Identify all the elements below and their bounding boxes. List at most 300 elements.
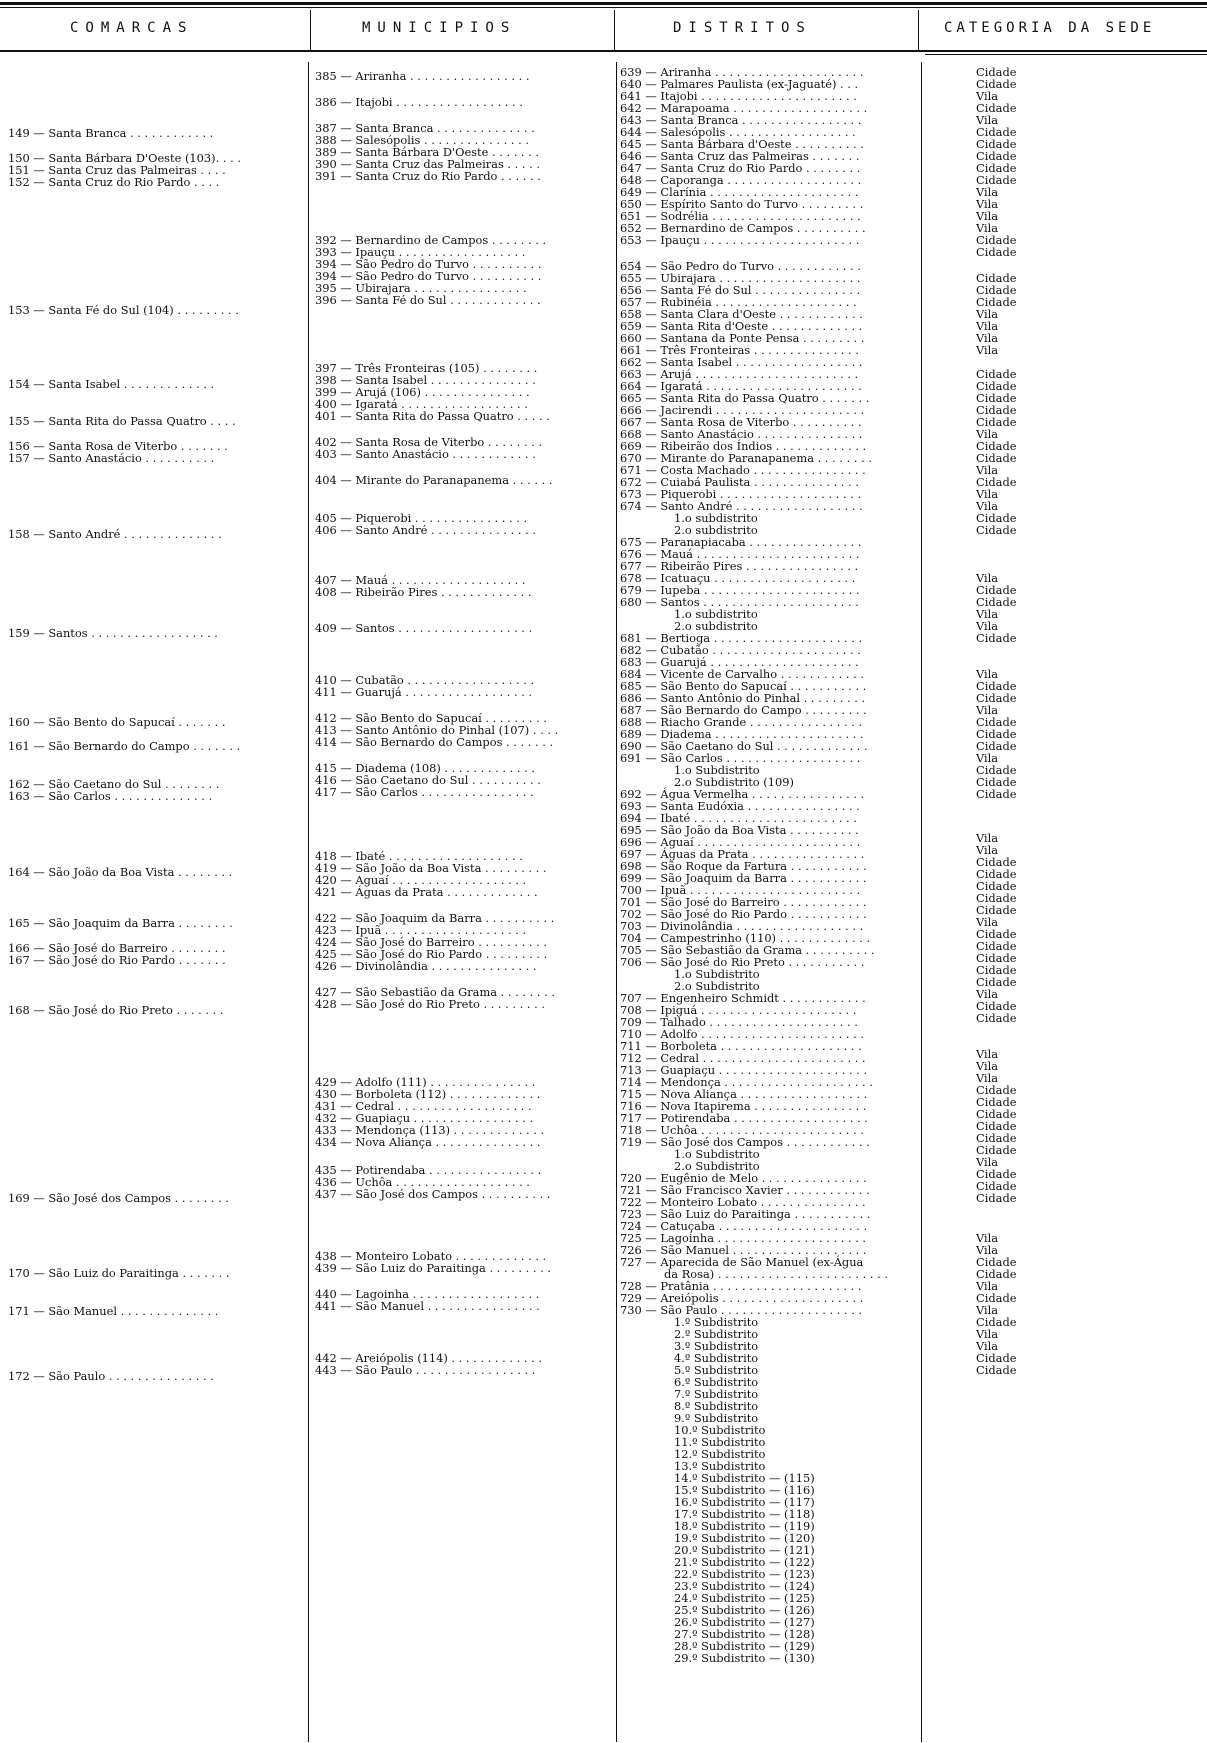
comarca-row: 156 — Santa Rosa de Viterbo . . . . . . .	[8, 439, 228, 453]
municipio-row: 409 — Santos . . . . . . . . . . . . . . . . . . .	[315, 621, 533, 635]
municipio-row: 440 — Lagoinha . . . . . . . . . . . . . . . . . .	[315, 1287, 540, 1301]
distrito-row: 641 — Itajobi . . . . . . . . . . . . . . . . . . . . . .	[620, 89, 857, 103]
distrito-row: 715 — Nova Aliança . . . . . . . . . . . . . . . . . .	[620, 1087, 868, 1101]
municipio-row: 389 — Santa Bárbara D'Oeste . . . . . . .	[315, 145, 540, 159]
categoria-cell: Cidade	[976, 763, 1017, 777]
distrito-row: 6.º Subdistrito	[674, 1375, 759, 1389]
categoria-cell: Vila	[976, 703, 999, 717]
distrito-row: 643 — Santa Branca . . . . . . . . . . . . . . . . .	[620, 113, 862, 127]
categoria-cell: Cidade	[976, 1119, 1017, 1133]
municipio-row: 419 — São João da Boa Vista . . . . . . . . .	[315, 861, 547, 875]
distrito-row: 695 — São João da Boa Vista . . . . . . . . . .	[620, 823, 859, 837]
distrito-row: 640 — Palmares Paulista (ex-Jaguaté) . . .	[620, 77, 859, 91]
municipio-row: 390 — Santa Cruz das Palmeiras . . . . .	[315, 157, 541, 171]
municipio-row: 426 — Divinolândia . . . . . . . . . . . . . . .	[315, 959, 537, 973]
municipio-row: 388 — Salesópolis . . . . . . . . . . . . . . .	[315, 133, 529, 147]
distrito-row: 698 — São Roque da Fartura . . . . . . . . . . .	[620, 859, 867, 873]
comarca-row: 163 — São Carlos . . . . . . . . . . . . . .	[8, 789, 213, 803]
municipio-row: 410 — Cubatão . . . . . . . . . . . . . . . . . .	[315, 673, 535, 687]
categoria-cell: Vila	[976, 1243, 999, 1257]
distrito-row: 648 — Caporanga . . . . . . . . . . . . . . . . . . .	[620, 173, 862, 187]
categoria-cell: Vila	[976, 185, 999, 199]
categoria-cell: Vila	[976, 607, 999, 621]
categoria-cell: Cidade	[976, 391, 1017, 405]
municipio-row: 418 — Ibaté . . . . . . . . . . . . . . . . . . .	[315, 849, 523, 863]
categoria-cell: Vila	[976, 831, 999, 845]
distrito-row: 680 — Santos . . . . . . . . . . . . . . . . . . . . . .	[620, 595, 859, 609]
categoria-cell: Vila	[976, 1327, 999, 1341]
distrito-row: 1.o Subdistrito	[674, 967, 760, 981]
distrito-row: 707 — Engenheiro Schmidt . . . . . . . . . . . .	[620, 991, 866, 1005]
municipio-row: 432 — Guapiaçu . . . . . . . . . . . . . . . . .	[315, 1111, 534, 1125]
distrito-row: 708 — Ipiguá . . . . . . . . . . . . . . . . . . . . . .	[620, 1003, 857, 1017]
distrito-row: 7.º Subdistrito	[674, 1387, 759, 1401]
categoria-cell: Cidade	[976, 1143, 1017, 1157]
distrito-row: 694 — Ibaté . . . . . . . . . . . . . . . . . . . . . . .	[620, 811, 857, 825]
municipio-row: 417 — São Carlos . . . . . . . . . . . . . . . .	[315, 785, 534, 799]
municipio-row: 400 — Igaratá . . . . . . . . . . . . . . . . . .	[315, 397, 528, 411]
distrito-row: 2.o subdistrito	[674, 523, 758, 537]
municipio-row: 405 — Piquerobi . . . . . . . . . . . . . . . .	[315, 511, 528, 525]
categoria-cell: Cidade	[976, 975, 1017, 989]
distrito-row: 21.º Subdistrito — (122)	[674, 1555, 815, 1569]
distrito-row: 704 — Campestrinho (110) . . . . . . . . . . . . .	[620, 931, 871, 945]
distrito-row: 724 — Catuçaba . . . . . . . . . . . . . . . . . . . . .	[620, 1219, 868, 1233]
categoria-cell: Cidade	[976, 149, 1017, 163]
categoria-cell: Cidade	[976, 1267, 1017, 1281]
distrito-row: 22.º Subdistrito — (123)	[674, 1567, 815, 1581]
distrito-row: 1.o subdistrito	[674, 607, 758, 621]
categoria-cell: Vila	[976, 89, 999, 103]
distrito-row: 720 — Eugênio de Melo . . . . . . . . . . . . . . .	[620, 1171, 867, 1185]
distrito-row: 28.º Subdistrito — (129)	[674, 1639, 815, 1653]
municipio-row: 399 — Arujá (106) . . . . . . . . . . . . . . .	[315, 385, 530, 399]
categoria-cell: Vila	[976, 1303, 999, 1317]
municipio-row: 394 — São Pedro do Turvo . . . . . . . . . .	[315, 269, 542, 283]
comarca-row: 155 — Santa Rita do Passa Quatro . . . .	[8, 414, 236, 428]
categoria-cell: Cidade	[976, 939, 1017, 953]
municipio-row: 431 — Cedral . . . . . . . . . . . . . . . . . . .	[315, 1099, 532, 1113]
categoria-cell: Vila	[976, 1339, 999, 1353]
categoria-cell: Cidade	[976, 137, 1017, 151]
comarca-row: 168 — São José do Rio Preto . . . . . . .	[8, 1003, 224, 1017]
categoria-cell: Cidade	[976, 271, 1017, 285]
distrito-row: 681 — Bertioga . . . . . . . . . . . . . . . . . . . . .	[620, 631, 863, 645]
distrito-row: 682 — Cubatão . . . . . . . . . . . . . . . . . . . . .	[620, 643, 861, 657]
distrito-row: 25.º Subdistrito — (126)	[674, 1603, 815, 1617]
distrito-row: 27.º Subdistrito — (128)	[674, 1627, 815, 1641]
categoria-cell: Vila	[976, 843, 999, 857]
municipio-row: 415 — Diadema (108) . . . . . . . . . . . . .	[315, 761, 535, 775]
comarca-row: 153 — Santa Fé do Sul (104) . . . . . . . . .	[8, 303, 239, 317]
municipio-row: 395 — Ubirajara . . . . . . . . . . . . . . . .	[315, 281, 527, 295]
categoria-cell: Cidade	[976, 691, 1017, 705]
distrito-row: 713 — Guapiaçu . . . . . . . . . . . . . . . . . . . . .	[620, 1063, 868, 1077]
distrito-row: 677 — Ribeirão Pires . . . . . . . . . . . . . . . .	[620, 559, 859, 573]
distrito-row: 1.º Subdistrito	[674, 1315, 759, 1329]
categoria-cell: Cidade	[976, 125, 1017, 139]
municipio-row: 398 — Santa Isabel . . . . . . . . . . . . . . .	[315, 373, 536, 387]
distrito-row: 667 — Santa Rosa de Viterbo . . . . . . . . . .	[620, 415, 862, 429]
distrito-row: 2.º Subdistrito	[674, 1327, 759, 1341]
categoria-cell: Cidade	[976, 879, 1017, 893]
header-rule-right	[925, 54, 1207, 55]
categoria-cell: Cidade	[976, 101, 1017, 115]
distrito-row: 727 — Aparecida de São Manuel (ex-Água	[620, 1255, 864, 1269]
distrito-row: 672 — Cuiabá Paulista . . . . . . . . . . . . . . .	[620, 475, 859, 489]
distrito-row: 696 — Aguaí . . . . . . . . . . . . . . . . . . . . . . .	[620, 835, 861, 849]
municipio-row: 429 — Adolfo (111) . . . . . . . . . . . . . . .	[315, 1075, 536, 1089]
categoria-cell: Vila	[976, 1155, 999, 1169]
distrito-row: 1.o Subdistrito	[674, 763, 760, 777]
categoria-cell: Cidade	[976, 1363, 1017, 1377]
categoria-cell: Vila	[976, 197, 999, 211]
distrito-row: 714 — Mendonça . . . . . . . . . . . . . . . . . . . . .	[620, 1075, 873, 1089]
categoria-cell: Vila	[976, 751, 999, 765]
distrito-row: 718 — Uchôa . . . . . . . . . . . . . . . . . . . . . . .	[620, 1123, 864, 1137]
comarca-row: 169 — São José dos Campos . . . . . . . .	[8, 1191, 229, 1205]
comarca-row: 162 — São Caetano do Sul . . . . . . . .	[8, 777, 220, 791]
distrito-row: 716 — Nova Itapirema . . . . . . . . . . . . . . . .	[620, 1099, 867, 1113]
header-divider-3	[918, 10, 919, 50]
categoria-cell: Vila	[976, 307, 999, 321]
categoria-cell: Cidade	[976, 855, 1017, 869]
distrito-row: 692 — Água Vermelha . . . . . . . . . . . . . . . .	[620, 787, 865, 801]
categoria-cell: Cidade	[976, 1255, 1017, 1269]
categoria-cell: Vila	[976, 571, 999, 585]
distrito-row: 646 — Santa Cruz das Palmeiras . . . . . . .	[620, 149, 860, 163]
table-header	[0, 8, 1207, 46]
distrito-row: 710 — Adolfo . . . . . . . . . . . . . . . . . . . . . . .	[620, 1027, 865, 1041]
distrito-row: 675 — Paranapiacaba . . . . . . . . . . . . . . . .	[620, 535, 862, 549]
distrito-row: 729 — Areiópolis . . . . . . . . . . . . . . . . . . . .	[620, 1291, 864, 1305]
categoria-cell: Vila	[976, 499, 999, 513]
categoria-cell: Cidade	[976, 963, 1017, 977]
distrito-row: 661 — Três Fronteiras . . . . . . . . . . . . . . .	[620, 343, 859, 357]
municipio-row: 428 — São José do Rio Preto . . . . . . . . .	[315, 997, 546, 1011]
distrito-row: 5.º Subdistrito	[674, 1363, 759, 1377]
distrito-row: 16.º Subdistrito — (117)	[674, 1495, 815, 1509]
municipio-row: 404 — Mirante do Paranapanema . . . . . .	[315, 473, 553, 487]
distrito-row: 14.º Subdistrito — (115)	[674, 1471, 815, 1485]
categoria-cell: Cidade	[976, 415, 1017, 429]
categoria-cell: Cidade	[976, 739, 1017, 753]
categoria-cell: Cidade	[976, 787, 1017, 801]
comarca-row: 172 — São Paulo . . . . . . . . . . . . . . .	[8, 1369, 214, 1383]
distrito-row: 24.º Subdistrito — (125)	[674, 1591, 815, 1605]
municipio-row: 397 — Três Fronteiras (105) . . . . . . . .	[315, 361, 538, 375]
distrito-row: 671 — Costa Machado . . . . . . . . . . . . . . . .	[620, 463, 866, 477]
distrito-row: 679 — Iupeba . . . . . . . . . . . . . . . . . . . . . .	[620, 583, 860, 597]
categoria-cell: Cidade	[976, 367, 1017, 381]
categoria-cell: Vila	[976, 667, 999, 681]
distrito-row: 18.º Subdistrito — (119)	[674, 1519, 815, 1533]
categoria-cell: Cidade	[976, 77, 1017, 91]
comarca-row: 159 — Santos . . . . . . . . . . . . . . . . . .	[8, 626, 218, 640]
categoria-cell: Cidade	[976, 775, 1017, 789]
municipio-row: 394 — São Pedro do Turvo . . . . . . . . . .	[315, 257, 542, 271]
municipio-row: 416 — São Caetano do Sul . . . . . . . . . .	[315, 773, 541, 787]
municipio-row: 403 — Santo Anastácio . . . . . . . . . . . .	[315, 447, 536, 461]
distrito-row: 662 — Santa Isabel . . . . . . . . . . . . . . . . . .	[620, 355, 863, 369]
distrito-row: 651 — Sodrélia . . . . . . . . . . . . . . . . . . . . .	[620, 209, 861, 223]
municipio-row: 420 — Aguaí . . . . . . . . . . . . . . . . . . .	[315, 873, 527, 887]
comarca-row: 161 — São Bernardo do Campo . . . . . . .	[8, 739, 241, 753]
municipio-row: 396 — Santa Fé do Sul . . . . . . . . . . . . .	[315, 293, 541, 307]
municipio-row: 393 — Ipauçu . . . . . . . . . . . . . . . . . .	[315, 245, 526, 259]
municipio-row: 422 — São Joaquim da Barra . . . . . . . . . .	[315, 911, 555, 925]
categoria-cell: Cidade	[976, 1351, 1017, 1365]
categoria-cell: Cidade	[976, 951, 1017, 965]
distrito-row: 2.o Subdistrito	[674, 1159, 760, 1173]
municipio-row: 411 — Guarujá . . . . . . . . . . . . . . . . . .	[315, 685, 533, 699]
municipio-row: 408 — Ribeirão Pires . . . . . . . . . . . . .	[315, 585, 532, 599]
comarca-row: 158 — Santo André . . . . . . . . . . . . . .	[8, 527, 222, 541]
distrito-row: 3.º Subdistrito	[674, 1339, 759, 1353]
distrito-row: 721 — São Francisco Xavier . . . . . . . . . . . .	[620, 1183, 870, 1197]
distrito-row: 654 — São Pedro do Turvo . . . . . . . . . . . .	[620, 259, 861, 273]
comarca-row: 171 — São Manuel . . . . . . . . . . . . . .	[8, 1304, 219, 1318]
distrito-row: 17.º Subdistrito — (118)	[674, 1507, 815, 1521]
categoria-cell: Cidade	[976, 233, 1017, 247]
categoria-cell: Cidade	[976, 867, 1017, 881]
categoria-cell: Vila	[976, 319, 999, 333]
municipio-row: 434 — Nova Aliança . . . . . . . . . . . . . . .	[315, 1135, 541, 1149]
distrito-row: 12.º Subdistrito	[674, 1447, 766, 1461]
municipio-row: 425 — São José do Rio Pardo . . . . . . . . .	[315, 947, 548, 961]
distrito-row: 639 — Ariranha . . . . . . . . . . . . . . . . . . . . .	[620, 65, 864, 79]
comarca-row: 154 — Santa Isabel . . . . . . . . . . . . .	[8, 377, 215, 391]
header-divider-2	[614, 10, 615, 50]
categoria-cell: Cidade	[976, 1131, 1017, 1145]
categoria-cell: Vila	[976, 331, 999, 345]
column-divider-1	[308, 62, 309, 1742]
distrito-row: 687 — São Bernardo do Campo . . . . . . . . .	[620, 703, 867, 717]
distrito-row: 705 — São Sebastião da Grama . . . . . . . . . .	[620, 943, 875, 957]
distrito-row: 652 — Bernardino de Campos . . . . . . . . . .	[620, 221, 866, 235]
distrito-row: 703 — Divinolândia . . . . . . . . . . . . . . . . . .	[620, 919, 864, 933]
categoria-cell: Cidade	[976, 295, 1017, 309]
categoria-cell: Cidade	[976, 1095, 1017, 1109]
top-rule	[0, 2, 1207, 5]
distrito-row: 655 — Ubirajara . . . . . . . . . . . . . . . . . . . .	[620, 271, 861, 285]
distrito-row: 663 — Arujá . . . . . . . . . . . . . . . . . . . . . . .	[620, 367, 859, 381]
distrito-row: 2.o Subdistrito (109)	[674, 775, 794, 789]
distrito-row: 706 — São José do Rio Preto . . . . . . . . . . .	[620, 955, 865, 969]
comarca-row: 151 — Santa Cruz das Palmeiras . . . .	[8, 163, 226, 177]
categoria-cell: Cidade	[976, 999, 1017, 1013]
distrito-row: 645 — Santa Bárbara d'Oeste . . . . . . . . . .	[620, 137, 864, 151]
distrito-row: 4.º Subdistrito	[674, 1351, 759, 1365]
distrito-row: 717 — Potirendaba . . . . . . . . . . . . . . . . . . .	[620, 1111, 868, 1125]
municipio-row: 442 — Areiópolis (114) . . . . . . . . . . . . .	[315, 1351, 542, 1365]
comarca-row: 157 — Santo Anastácio . . . . . . . . . .	[8, 451, 215, 465]
distrito-row: 26.º Subdistrito — (127)	[674, 1615, 815, 1629]
categoria-cell: Cidade	[976, 475, 1017, 489]
distrito-row: 29.º Subdistrito — (130)	[674, 1651, 815, 1665]
distrito-row: 689 — Diadema . . . . . . . . . . . . . . . . . . . . .	[620, 727, 864, 741]
municipio-row: 391 — Santa Cruz do Rio Pardo . . . . . .	[315, 169, 541, 183]
comarca-row: 150 — Santa Bárbara D'Oeste (103). . . .	[8, 151, 241, 165]
distrito-row: 702 — São José do Rio Pardo . . . . . . . . . . .	[620, 907, 867, 921]
header-municipios: MUNICIPIOS	[362, 20, 517, 36]
distrito-row: 666 — Jacirendi . . . . . . . . . . . . . . . . . . . . .	[620, 403, 865, 417]
municipio-row: 402 — Santa Rosa de Viterbo . . . . . . . .	[315, 435, 543, 449]
column-divider-3	[921, 62, 922, 1742]
comarca-row: 170 — São Luiz do Paraitinga . . . . . . .	[8, 1266, 230, 1280]
distrito-row: 683 — Guarujá . . . . . . . . . . . . . . . . . . . . .	[620, 655, 859, 669]
categoria-cell: Cidade	[976, 173, 1017, 187]
municipio-row: 387 — Santa Branca . . . . . . . . . . . . . .	[315, 121, 535, 135]
distrito-row: 642 — Marapoama . . . . . . . . . . . . . . . . . . .	[620, 101, 868, 115]
distrito-row: 711 — Borboleta . . . . . . . . . . . . . . . . . . . .	[620, 1039, 862, 1053]
distrito-row: 693 — Santa Eudóxia . . . . . . . . . . . . . . . .	[620, 799, 860, 813]
distrito-row: 700 — Ipuã . . . . . . . . . . . . . . . . . . . . . . . .	[620, 883, 861, 897]
distrito-row: 659 — Santa Rita d'Oeste . . . . . . . . . . . . .	[620, 319, 863, 333]
header-rule	[0, 50, 1207, 52]
distrito-row: 1.o subdistrito	[674, 511, 758, 525]
categoria-cell: Cidade	[976, 283, 1017, 297]
distrito-row: 726 — São Manuel . . . . . . . . . . . . . . . . . . .	[620, 1243, 867, 1257]
distrito-row: 665 — Santa Rita do Passa Quatro . . . . . . .	[620, 391, 870, 405]
distrito-row: 697 — Águas da Prata . . . . . . . . . . . . . . . .	[620, 847, 865, 861]
categoria-cell: Cidade	[976, 715, 1017, 729]
distrito-row: 674 — Santo André . . . . . . . . . . . . . . . . . .	[620, 499, 863, 513]
categoria-cell: Vila	[976, 1279, 999, 1293]
header-distritos: DISTRITOS	[673, 20, 812, 36]
comarca-row: 149 — Santa Branca . . . . . . . . . . . .	[8, 126, 214, 140]
distrito-row: 686 — Santo Antônio do Pinhal . . . . . . . . .	[620, 691, 866, 705]
municipio-row: 385 — Ariranha . . . . . . . . . . . . . . . . .	[315, 69, 530, 83]
municipio-row: 412 — São Bento do Sapucaí . . . . . . . . .	[315, 711, 547, 725]
comarca-row: 152 — Santa Cruz do Rio Pardo . . . .	[8, 175, 220, 189]
distrito-row: 644 — Salesópolis . . . . . . . . . . . . . . . . . .	[620, 125, 856, 139]
distrito-row: 678 — Icatuaçu . . . . . . . . . . . . . . . . . . . .	[620, 571, 856, 585]
municipio-row: 407 — Mauá . . . . . . . . . . . . . . . . . . .	[315, 573, 526, 587]
categoria-cell: Vila	[976, 1231, 999, 1245]
categoria-cell: Vila	[976, 619, 999, 633]
categoria-cell: Cidade	[976, 1167, 1017, 1181]
distrito-row: 691 — São Carlos . . . . . . . . . . . . . . . . . . .	[620, 751, 861, 765]
municipio-row: 414 — São Bernardo do Campos . . . . . . .	[315, 735, 554, 749]
distrito-row: 10.º Subdistrito	[674, 1423, 766, 1437]
distrito-row: 23.º Subdistrito — (124)	[674, 1579, 815, 1593]
distrito-row: 684 — Vicente de Carvalho . . . . . . . . . . . .	[620, 667, 865, 681]
distrito-row: 2.o subdistrito	[674, 619, 758, 633]
distrito-row: 728 — Pratânia . . . . . . . . . . . . . . . . . . . . .	[620, 1279, 862, 1293]
municipio-row: 386 — Itajobi . . . . . . . . . . . . . . . . . .	[315, 95, 523, 109]
categoria-cell: Cidade	[976, 511, 1017, 525]
municipio-row: 421 — Águas da Prata . . . . . . . . . . . . .	[315, 885, 538, 899]
categoria-cell: Cidade	[976, 631, 1017, 645]
distrito-row: 8.º Subdistrito	[674, 1399, 759, 1413]
distrito-row: 1.o Subdistrito	[674, 1147, 760, 1161]
distrito-row: 725 — Lagoinha . . . . . . . . . . . . . . . . . . . . .	[620, 1231, 867, 1245]
municipio-row: 443 — São Paulo . . . . . . . . . . . . . . . . .	[315, 1363, 536, 1377]
comarca-row: 166 — São José do Barreiro . . . . . . . .	[8, 941, 226, 955]
municipio-row: 436 — Uchôa . . . . . . . . . . . . . . . . . . .	[315, 1175, 530, 1189]
municipio-row: 392 — Bernardino de Campos . . . . . . . .	[315, 233, 547, 247]
categoria-cell: Cidade	[976, 523, 1017, 537]
distrito-row: 712 — Cedral . . . . . . . . . . . . . . . . . . . . . . .	[620, 1051, 866, 1065]
distrito-row: da Rosa) . . . . . . . . . . . . . . . . . . . . . . . .	[664, 1267, 889, 1281]
categoria-cell: Cidade	[976, 583, 1017, 597]
distrito-row: 664 — Igaratá . . . . . . . . . . . . . . . . . . . . . .	[620, 379, 862, 393]
categoria-cell: Cidade	[976, 245, 1017, 259]
categoria-cell: Vila	[976, 487, 999, 501]
distrito-row: 657 — Rubinéia . . . . . . . . . . . . . . . . . . . .	[620, 295, 857, 309]
municipio-row: 430 — Borboleta (112) . . . . . . . . . . . . .	[315, 1087, 541, 1101]
municipio-row: 435 — Potirendaba . . . . . . . . . . . . . . . .	[315, 1163, 542, 1177]
categoria-cell: Cidade	[976, 679, 1017, 693]
distrito-row: 9.º Subdistrito	[674, 1411, 759, 1425]
categoria-cell: Vila	[976, 987, 999, 1001]
categoria-cell: Cidade	[976, 927, 1017, 941]
distrito-row: 11.º Subdistrito	[674, 1435, 766, 1449]
distrito-row: 656 — Santa Fé do Sul . . . . . . . . . . . . . . .	[620, 283, 861, 297]
municipio-row: 437 — São José dos Campos . . . . . . . . . .	[315, 1187, 551, 1201]
distrito-row: 647 — Santa Cruz do Rio Pardo . . . . . . . .	[620, 161, 861, 175]
distrito-row: 650 — Espírito Santo do Turvo . . . . . . . . .	[620, 197, 864, 211]
categoria-cell: Vila	[976, 1059, 999, 1073]
distrito-row: 701 — São José do Barreiro . . . . . . . . . . . .	[620, 895, 867, 909]
distrito-row: 709 — Talhado . . . . . . . . . . . . . . . . . . . . .	[620, 1015, 858, 1029]
categoria-cell: Cidade	[976, 595, 1017, 609]
distrito-row: 653 — Ipauçu . . . . . . . . . . . . . . . . . . . . . .	[620, 233, 860, 247]
distrito-row: 668 — Santo Anastácio . . . . . . . . . . . . . . .	[620, 427, 863, 441]
municipio-row: 406 — Santo André . . . . . . . . . . . . . . .	[315, 523, 537, 537]
distrito-row: 2.o Subdistrito	[674, 979, 760, 993]
distrito-row: 15.º Subdistrito — (116)	[674, 1483, 815, 1497]
distrito-row: 719 — São José dos Campos . . . . . . . . . . . .	[620, 1135, 870, 1149]
comarca-row: 165 — São Joaquim da Barra . . . . . . . .	[8, 916, 233, 930]
categoria-cell: Cidade	[976, 1315, 1017, 1329]
categoria-cell: Vila	[976, 915, 999, 929]
distrito-row: 670 — Mirante do Paranapanema . . . . . . . .	[620, 451, 872, 465]
comarca-row: 164 — São João da Boa Vista . . . . . . . .	[8, 865, 233, 879]
categoria-cell: Cidade	[976, 1083, 1017, 1097]
categoria-cell: Cidade	[976, 1011, 1017, 1025]
distrito-row: 685 — São Bento do Sapucaí . . . . . . . . . . .	[620, 679, 867, 693]
municipio-row: 433 — Mendonça (113) . . . . . . . . . . . . .	[315, 1123, 545, 1137]
categoria-cell: Vila	[976, 1047, 999, 1061]
categoria-cell: Cidade	[976, 891, 1017, 905]
header-categoria: CATEGORIA DA SEDE	[944, 20, 1156, 36]
categoria-cell: Vila	[976, 221, 999, 235]
municipio-row: 427 — São Sebastião da Grama . . . . . . . .	[315, 985, 555, 999]
categoria-cell: Cidade	[976, 1179, 1017, 1193]
categoria-cell: Cidade	[976, 439, 1017, 453]
header-divider-1	[310, 10, 311, 50]
categoria-cell: Cidade	[976, 1191, 1017, 1205]
distrito-row: 722 — Monteiro Lobato . . . . . . . . . . . . . . .	[620, 1195, 866, 1209]
municipio-row: 441 — São Manuel . . . . . . . . . . . . . . . .	[315, 1299, 540, 1313]
distrito-row: 676 — Mauá . . . . . . . . . . . . . . . . . . . . . . .	[620, 547, 860, 561]
distrito-row: 649 — Clarínia . . . . . . . . . . . . . . . . . . . . .	[620, 185, 859, 199]
categoria-cell: Vila	[976, 113, 999, 127]
categoria-cell: Cidade	[976, 379, 1017, 393]
categoria-cell: Cidade	[976, 161, 1017, 175]
categoria-cell: Cidade	[976, 727, 1017, 741]
header-comarcas: COMARCAS	[70, 20, 194, 36]
municipio-row: 413 — Santo Antônio do Pinhal (107) . . . .	[315, 723, 559, 737]
distrito-row: 13.º Subdistrito	[674, 1459, 766, 1473]
comarca-row: 160 — São Bento do Sapucaí . . . . . . .	[8, 715, 226, 729]
categoria-cell: Cidade	[976, 451, 1017, 465]
municipio-row: 423 — Ipuã . . . . . . . . . . . . . . . . . . . .	[315, 923, 527, 937]
distrito-row: 669 — Ribeirão dos Índios . . . . . . . . . . . . .	[620, 439, 867, 453]
distrito-row: 673 — Piquerobi . . . . . . . . . . . . . . . . . . . .	[620, 487, 862, 501]
